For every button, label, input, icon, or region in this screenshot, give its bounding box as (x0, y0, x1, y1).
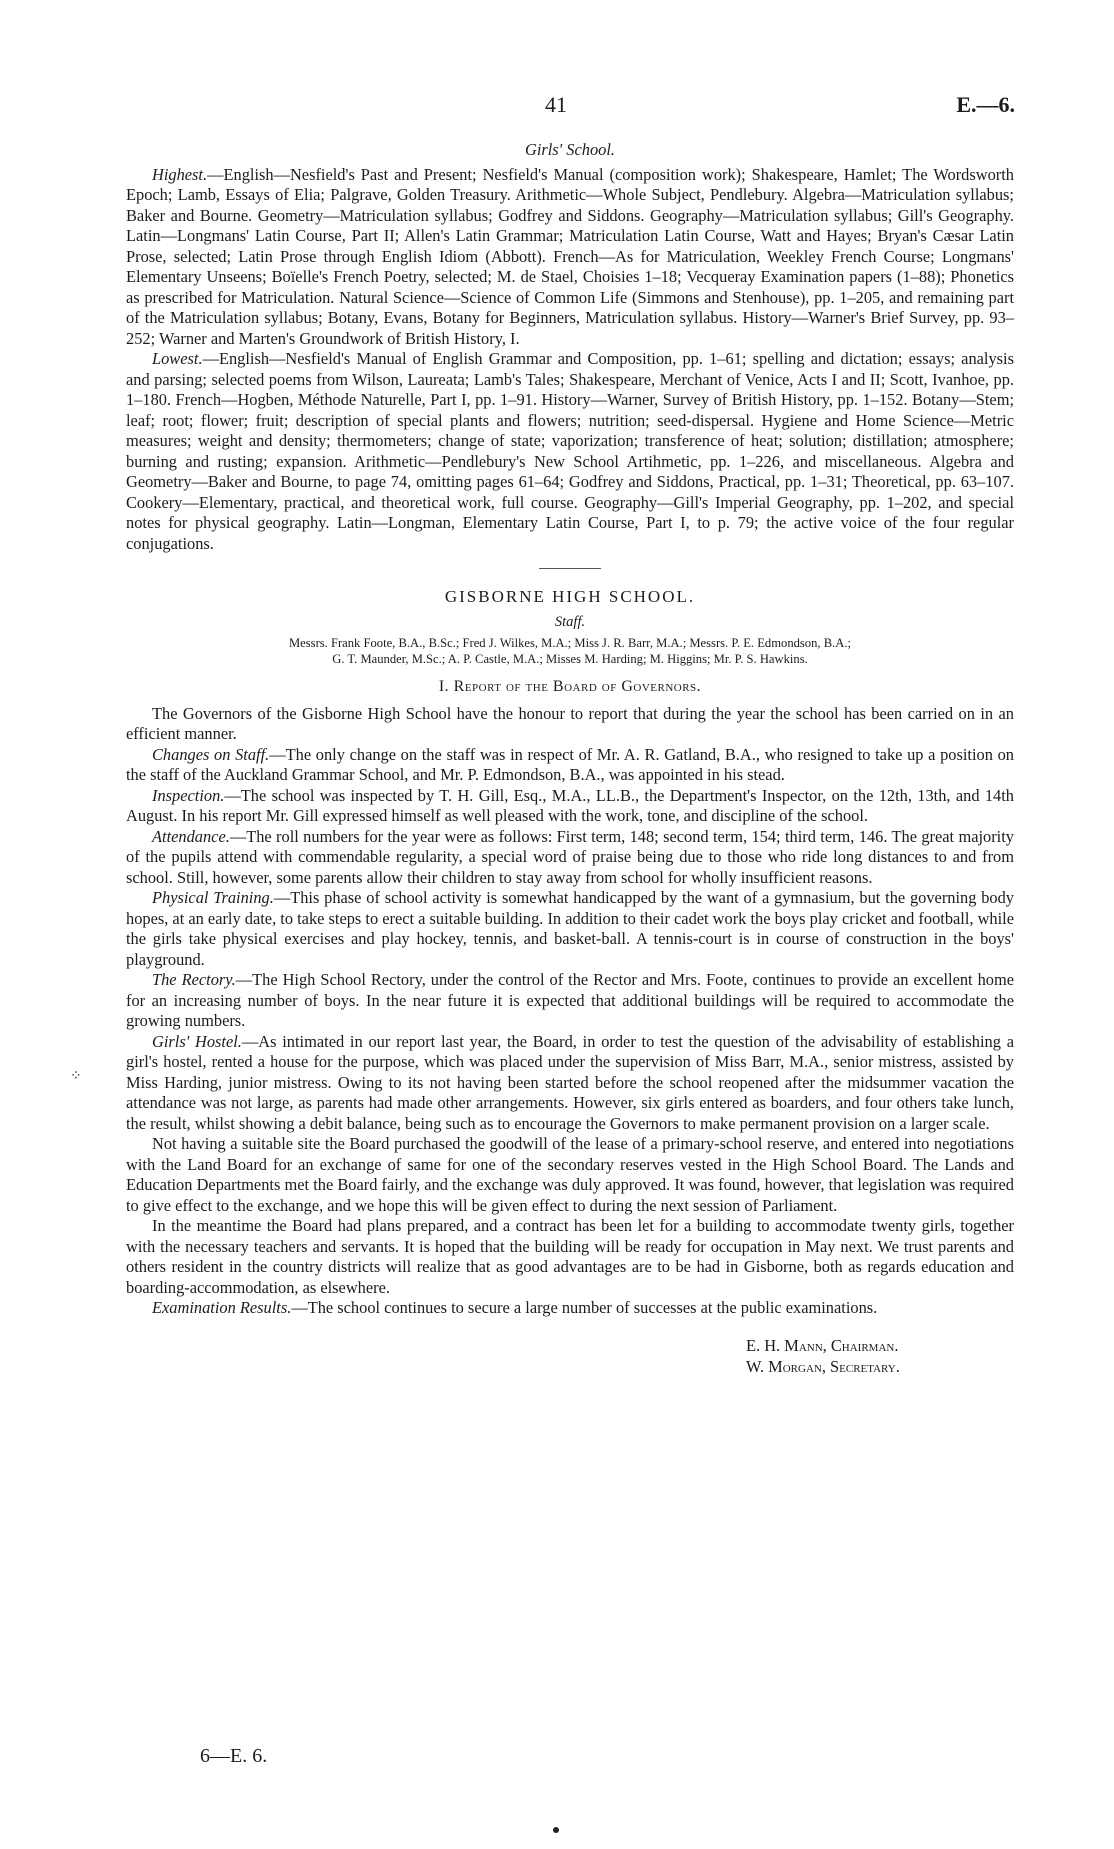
section-divider (539, 568, 601, 569)
lowest-paragraph (126, 349, 1014, 554)
lowest-lead: Lowest. (152, 349, 203, 368)
chairman-signature: E. H. Mann, Chairman. (746, 1335, 899, 1355)
staff-line: Messrs. Frank Foote, B.A., B.Sc.; Fred J. Wilkes, M.A.; Miss J. R. Barr, M.A.; Messrs. P. E. Edmondson, B.A.; (288, 636, 851, 650)
paragraph-text: —The High School Rectory, under the control of the Rector and Mrs. Foote, continues to provide an excellent home for an increasing number of boys. In the near future it is expected that additional buildings will be required to accommodate the growing numbers. (126, 970, 1014, 1030)
page-content (126, 140, 1014, 1377)
secretary-signature: W. Morgan, Secretary. (746, 1356, 900, 1376)
paragraph-lead: The Rectory. (152, 970, 236, 989)
report-paragraph (126, 888, 1014, 970)
paragraph-lead: Inspection. (152, 785, 225, 805)
footer-code: 6—E. 6. (200, 1745, 268, 1767)
report-paragraph (126, 1298, 1014, 1319)
report-paragraph (126, 970, 1014, 1032)
paragraph-lead: Girls' Hostel. (152, 1031, 242, 1051)
paragraph-text: —As intimated in our report last year, the Board, in order to test the question of the advisability of establishing a girl's hostel, rented a house for the purpose, which was placed under the supervision of Miss Barr, M.A., senior mistress, assisted by Miss Harding, junior mistress. Owing to its not having been started before the school reopened after the midsummer vacation the attendance was not large, as parents had made other arrangements. However, six girls entered as boarders, and four others take lunch, the result, whilst showing a debit balance, being such as to encourage the Governors to make permanent provision on a larger scale. (126, 1031, 1014, 1133)
paragraph-text: —The school continues to secure a large number of successes at the public examinations. (291, 1298, 878, 1317)
page-number: 41 (545, 92, 567, 117)
paragraph-text: —This phase of school activity is somewhat handicapped by the want of a gymnasium, but the governing body hopes, at an early date, to take steps to erect a suitable building. In addition to their cadet work the boys play cricket and football, while the girls take physical exercises and play hockey, tennis, and basket-ball. A tennis-court is in course of construction in the boys' playground. (126, 888, 1015, 969)
girls-school-heading: Girls' School. (524, 140, 615, 159)
paragraph-text: In the meantime the Board had plans prepared, and a contract has been let for a building to accommodate twenty girls, together with the necessary teachers and servants. It is hoped that the building will be ready for occupation in May next. We trust parents and others resident in the country districts will realize that as good advantages are to be had in Gisborne, both as regards education and boarding-accommodation, as elsewhere. (126, 1216, 1014, 1297)
paragraph-lead: Attendance. (152, 826, 230, 846)
paragraph-text: —The roll numbers for the year were as follows: First term, 148; second term, 154; third term, 146. The great majority of the pupils attend with commendable regularity, a special word of praise being due to those who ride long distances to and from school. Still, however, some parents allow their children to stay away from school for wholly insufficient reasons. (126, 826, 1014, 887)
lowest-text: —English—Nesfield's Manual of English Grammar and Composition, pp. 1–61; spelling and dictation; essays; analysis and parsing; selected poems from Wilson, Laureata; Lamb's Tales; Shakespeare, Merchant of Venice, Acts I and II; Scott, Ivanhoe, pp. 1–180. French—Hogben, Méthode Naturelle, Part I, pp. 1–91. History—Warner, Survey of British History, pp. 1–152. Botany—Stem; leaf; root; flower; fruit; description of special plants and flowers; nutrition; seed-dispersal. Hygiene and Home Science—Metric measures; weight and density; thermometers; change of state; vaporization; transference of heat; solution; distillation; atmosphere; burning and rusting; expansion. Arithmetic—Pendlebury's New School Artihmetic, pp. 1–226, and miscellaneous. Algebra and Geometry—Baker and Bourne, to page 74, omitting pages 61–64; Godfrey and Siddons, Practical, pp. 1–31; Theoretical, pp. 63–107. Cookery—Elementary, practical, and theoretical work, full course. Geography—Gill's Imperial Geography, pp. 1–202, and special notes for physical geography. Latin—Longman, Elementary Latin Course, Part I, to p. 79; the active voice of the four regular conjugations. (126, 349, 1014, 553)
report-paragraph (126, 745, 1014, 786)
paragraph-text: —The school was inspected by T. H. Gill, Esq., M.A., LL.B., the Department's Inspector, on the 12th, 13th, and 14th August. In his report Mr. Gill expressed himself as well pleased with the work, tone, and discipline of the school. (126, 785, 1014, 825)
report-paragraph (126, 1216, 1014, 1298)
bullet-dot-icon (553, 1827, 559, 1833)
report-paragraph (126, 827, 1014, 889)
page-header (0, 92, 1114, 122)
highest-lead: Highest. (152, 164, 208, 184)
report-paragraph (126, 786, 1014, 827)
paragraph-text: —The only change on the staff was in respect of Mr. A. R. Gatland, B.A., who resigned to take up a position on the staff of the Auckland Grammar School, and Mr. P. Edmondson, B.A., was appointed in his stead. (126, 744, 1014, 784)
report-paragraph (126, 1134, 1014, 1216)
staff-label: Staff. (554, 613, 586, 630)
highest-paragraph (126, 165, 1014, 350)
staff-list (126, 635, 1014, 667)
paragraph-lead: Physical Training. (152, 888, 274, 907)
signature-block (746, 1335, 1014, 1377)
report-title: I. Report of the Board of Governors. (438, 678, 702, 695)
series-code: E.—6. (956, 92, 1015, 117)
paragraph-lead: Changes on Staff. (152, 744, 270, 764)
report-paragraph (126, 1032, 1014, 1135)
margin-mark-icon: ⁘ (70, 1069, 82, 1084)
highest-text: —English—Nesfield's Past and Present; Nesfield's Manual (composition work); Shakespeare, Hamlet; The Wordsworth Epoch; Lamb, Essays of Elia; Palgrave, Golden Treasury. Arithmetic—Whole Subject, Pendlebury. Algebra—Matriculation syllabus; Baker and Bourne. Geometry—Matriculation syllabus; Godfrey and Siddons. Geography—Matriculation syllabus; Gill's Geography. Latin—Longmans' Latin Course, Part II; Allen's Latin Grammar; Matriculation Latin Course, Watt and Hayes; Bryan's Cæsar Latin Prose, selected; Latin Prose through English Idiom (Abbott). French—As for Matriculation, Weekley French Course; Longmans' Elementary Unseens; Boïelle's French Poetry, selected; M. de Stael, Choisies 1–18; Vecqueray Examination papers (1–88); Phonetics as prescribed for Matriculation. Natural Science—Science of Common Life (Simmons and Stenhouse), pp. 1–205, and remaining part of the Matriculation syllabus; Botany, Evans, Botany for Beginners, Matriculation syllabus. History—Warner's Brief Survey, pp. 93–252; Warner and Marten's Groundwork of British History, I. (126, 164, 1014, 348)
staff-line: G. T. Maunder, M.Sc.; A. P. Castle, M.A.; Misses M. Harding; M. Higgins; Mr. P. S. Hawkins. (332, 652, 808, 666)
school-title: GISBORNE HIGH SCHOOL. (444, 587, 696, 606)
paragraph-text: Not having a suitable site the Board purchased the goodwill of the lease of a primary-school reserve, and entered into negotiations with the Land Board for an exchange of same for one of the secondary reserves vested in the High School Board. The Lands and Education Departments met the Board fairly, and the exchange was duly approved. It was found, however, that legislation was required to give effect to the exchange, and we hope this will be given effect to during the next session of Parliament. (126, 1134, 1014, 1215)
paragraph-lead: Examination Results. (152, 1298, 292, 1317)
report-intro: The Governors of the Gisborne High School have the honour to report that during the year the school has been carried on in an efficient manner. (126, 703, 1014, 743)
